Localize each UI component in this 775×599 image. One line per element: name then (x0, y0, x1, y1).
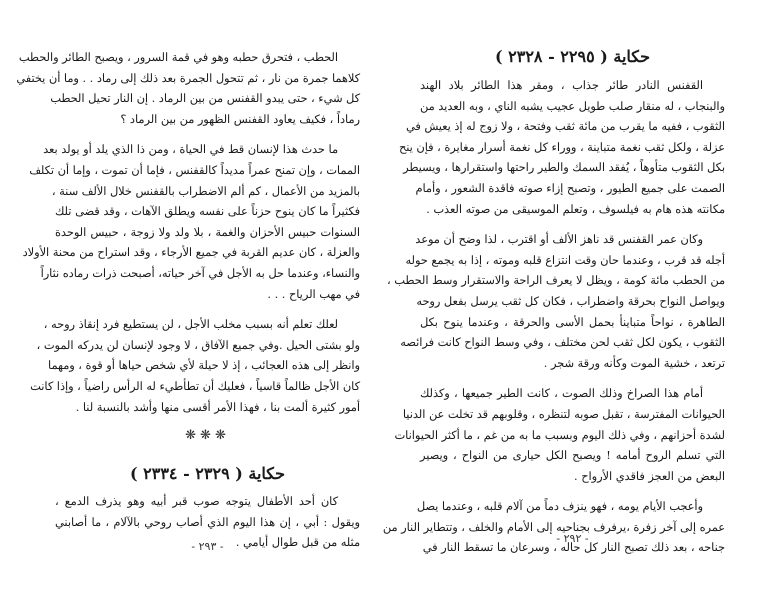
text-line: لشدة أحزانهم ، وفي ذلك اليوم وبسبب ما به من غم ، ما أكثر الحيوانات (394, 428, 725, 442)
text-line: والعزلة ، كان عديم القربة في جميع الأرجاء ، وقد استراح من محنة الأولاد (22, 246, 360, 260)
text-line: مثله من قبل طوال أيامي . (235, 536, 360, 550)
right-page-body (382, 76, 725, 559)
paragraph (398, 76, 725, 220)
paragraph (386, 230, 725, 374)
section-separator: ❋❋❋ (185, 428, 230, 444)
story-title: حكاية ( ٢٢٩٥ - ٢٣٢٨ ) (494, 47, 650, 66)
left-page (16, 0, 360, 599)
text-line: ولو بشتى الحيل .وفي جميع الآفاق ، لا وجود لإنسان لن يدركه الموت ، (36, 338, 360, 352)
text-line: الطاهرة ، نواحاً متباينأ بحمل الأسى والحرقة ، وعندما ينوح بكل (420, 315, 725, 329)
text-line: الثقوب ، ففيه ما يقرب من مائة ثقب وفتحة ، ولا زوج له إذ يعيش في (405, 120, 725, 134)
text-line: وانظر إلى هذه العجائب ، إذ لا حيلة لأي شخص حياها أو قوة ، ومهما (48, 359, 360, 373)
text-line: في مهب الرياح . . . (267, 287, 360, 301)
paragraph (394, 384, 725, 487)
text-line: فكثيراً ما كان ينوح حزناً على نفسه ويطلق الآهات ، وقد قضى تلك (55, 205, 360, 219)
text-line: وأعجب الأيام يومه ، فهو ينزف دماً من آلام قلبه ، وعندما يصل (416, 500, 703, 514)
text-line: ترتعد ، خشية الموت وكأنه ورقة شجر . (543, 356, 725, 370)
text-line: أمور كثيرة ألمت بنا ، فهذا الأمر أقسى منها وأشد بالنسبة لنا . (75, 400, 360, 414)
text-line: الصمت على جميع الطيور ، وتصبح إزاء صوته فاقدة الشعور ، وأمام (415, 181, 725, 195)
text-line: البعض من العجز فاقدي الأرواح . (574, 469, 725, 483)
text-line: الثقوب ، يكون لكل ثقب لحن مختلف ، وفي وسط النواح كانت فرائصه (400, 336, 725, 350)
paragraph (16, 48, 360, 130)
text-line: جناحه ، بعد ذلك تصبح النار كل حاله ، وسرعان ما تسقط النار في (422, 541, 725, 555)
text-line: وكان عمر القفنس قد ناهز الألف أو اقترب ، لذا وضح أن موعد (415, 233, 703, 247)
text-line: عمره إلى آخر زفرة ،يرفرف بجناحيه إلى الأمام والخلف ، وتتطاير النار من (382, 520, 725, 534)
text-line: الحيوانات المفترسة ، تقبل صوبه لتنظره ، وقلوبهم قد تخلت عن الدنيا (402, 407, 725, 421)
text-line: كلاهما جمرة من نار ، ثم تتحول الجمرة بعد ذلك إلى رماد . . وما أن يختفي (16, 71, 360, 85)
page-number: - ٢٩٢ - (556, 532, 589, 545)
paragraph (22, 140, 360, 305)
text-line: كان أحد الأطفال يتوجه صوب قبر أبيه وهو يذرف الدمع ، (55, 495, 338, 509)
text-line: أجله قد قرب ، وعندما حان وقت انتزاع قلبه وموته ، إذا به يجمع حوله (405, 253, 725, 267)
text-line: ويقول : أبي ، إن هذا اليوم الذي أصاب روحي بالآلام ، ما أصابني (55, 515, 360, 529)
text-line: بالمزيد من الأعمال ، كم ألم الاضطراب بالقفنس خلال الألف سنة ، (51, 184, 360, 198)
page-number: - ٢٩٣ - (191, 540, 224, 553)
text-line: أمام هذا الصراخ وذلك الصوت ، كانت الطير جميعها ، وكذلك (420, 387, 703, 401)
text-line: ويواصل النواح بحرقة واضطراب ، فكان كل ثقب يرسل بفعل روحه (416, 294, 725, 308)
text-line: والبنجاب ، له منقار صلب طويل عجيب يشبه الناي ، وبه العديد من (420, 99, 725, 113)
text-line: مكانته هذه هام به فيلسوف ، وتعلم الموسيقى من صوته العذب . (426, 202, 725, 216)
left-page-body (16, 48, 360, 418)
text-line: التي تسلم الروح أمامه ! ويصبح الكل حيارى من النواح ، ويصير (420, 449, 725, 463)
text-line: عزلة ، ولكل ثقب نغمة متباينة ، ووراء كل نغمة أسرار مغايرة ، فإن ينح (398, 140, 725, 154)
paragraph (382, 497, 725, 559)
text-line: الممات ، وإن تمنح عمراً مديداً كالقفنس ، فإما أن تموت ، وإما أن تكلف (29, 163, 360, 177)
right-page (382, 0, 725, 599)
text-line: الحطب ، فتحرق حطبه وهو في قمة السرور ، ويصبح الطائر والحطب (18, 51, 338, 64)
text-line: لعلك تعلم أنه بسبب مخلب الأجل ، لن يستطيع فرد إنقاذ روحه ، (43, 318, 338, 332)
text-line: ما حدث هذا لإنسان قط في الحياة ، ومن ذا الذي يلد أو يولد بعد (43, 143, 338, 157)
story-title-2: حكاية ( ٢٣٢٩ - ٢٣٣٤ ) (129, 464, 285, 484)
text-line: والنساء، وعندما حل به الأجل في آخر حياته، أصبحت ذرات رماده نثاراً (40, 266, 360, 280)
text-line: بكل الثقوب متأوهاً ، يُفقد السمك والطير راحتها واستقرارها ، ويسيطر (403, 161, 725, 175)
text-line: كان الأجل ظالماً قاسياً ، فعليك أن تطأطيء له الرأس راضياً ، وإذا كانت (30, 379, 360, 393)
text-line: رماداً ، فكيف يعاود القفنس الظهور من بين الرماد ؟ (120, 112, 360, 126)
text-line: السنوات حبيس الأحزان والغمة ، بلا ولد ولا زوجة ، حبيس الوحدة (55, 225, 360, 239)
text-line: من الحطب مائة كومة ، ويظل لا يعرف الراحة والاستقرار وسط الحطب ، (386, 274, 725, 288)
paragraph (30, 315, 360, 418)
text-line: كل شيء ، حتى يبدو القفنس من بين الرماد . إن النار تحيل الحطب (50, 92, 360, 106)
text-line: القفنس النادر طائر جذاب ، ومقر هذا الطائر بلاد الهند (420, 79, 703, 92)
